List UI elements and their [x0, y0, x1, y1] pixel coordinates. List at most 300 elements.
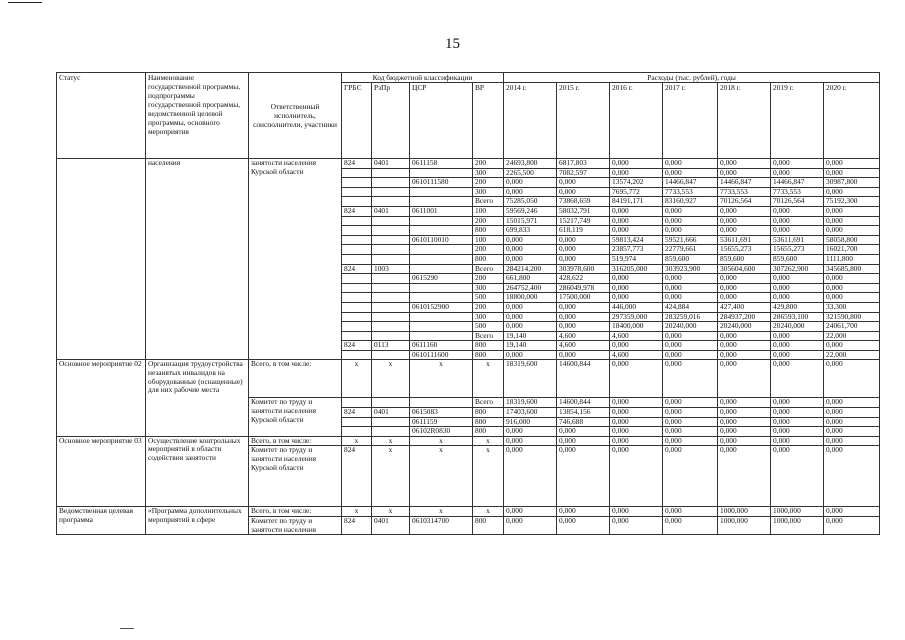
value-cell: 0,000	[663, 517, 718, 535]
rzpr-cell: 0401	[372, 159, 410, 169]
value-cell: 0,000	[610, 507, 663, 517]
name-cell: Организация трудоустройства незанятых инвалидов на оборудованные (оснащенные) для них рабочие места	[146, 360, 249, 436]
table-row	[57, 436, 880, 446]
value-cell: 0,000	[663, 226, 718, 236]
rzpr-cell: 1003	[372, 264, 410, 274]
value-cell: 0,000	[824, 360, 880, 398]
csr-cell	[410, 168, 473, 178]
csr-cell	[410, 254, 473, 264]
value-cell: 1000,000	[771, 517, 824, 535]
value-cell: 0,000	[610, 446, 663, 507]
vr-cell: 200	[473, 159, 504, 169]
csr-cell	[410, 187, 473, 197]
value-cell: 0,000	[610, 398, 663, 408]
value-cell: 0,000	[663, 398, 718, 408]
csr-cell	[410, 245, 473, 255]
value-cell: 0,000	[824, 216, 880, 226]
grbs-cell	[342, 293, 372, 303]
value-cell: 0,000	[718, 168, 771, 178]
value-cell: 0,000	[504, 436, 557, 446]
value-cell: 0,000	[557, 507, 610, 517]
value-cell: 0,000	[718, 408, 771, 418]
value-cell: 1000,000	[771, 507, 824, 517]
value-cell: 1000,000	[718, 517, 771, 535]
header-csr: ЦСР	[410, 83, 473, 159]
value-cell: 0,000	[718, 293, 771, 303]
value-cell: 13854,156	[557, 408, 610, 418]
value-cell: 286593,100	[771, 312, 824, 322]
value-cell: 0,000	[718, 341, 771, 351]
header-status: Статус	[57, 73, 146, 159]
value-cell: 859,600	[718, 254, 771, 264]
value-cell: 305604,600	[718, 264, 771, 274]
grbs-cell	[342, 322, 372, 332]
value-cell: 0,000	[610, 417, 663, 427]
value-cell: 0,000	[824, 436, 880, 446]
value-cell: 0,000	[824, 417, 880, 427]
value-cell: 7695,772	[610, 187, 663, 197]
value-cell: 0,000	[610, 168, 663, 178]
value-cell: 70126,564	[771, 197, 824, 207]
value-cell: 18800,000	[504, 293, 557, 303]
grbs-cell	[342, 245, 372, 255]
value-cell: 24061,700	[824, 322, 880, 332]
value-cell: 0,000	[718, 360, 771, 398]
vr-cell: 300	[473, 283, 504, 293]
value-cell: 0,000	[663, 360, 718, 398]
executor-cell: занятости населения Курской области	[249, 159, 342, 360]
value-cell: 0,000	[557, 427, 610, 437]
csr-cell: 0615290	[410, 274, 473, 284]
value-cell: 0,000	[557, 322, 610, 332]
value-cell: 15655,273	[771, 245, 824, 255]
executor-cell: Комитет по труду и занятости населения	[249, 517, 342, 535]
value-cell: 0,000	[504, 178, 557, 188]
executor-cell: Комитет по труду и занятости населения Курской области	[249, 446, 342, 507]
rzpr-cell: 0401	[372, 408, 410, 418]
value-cell: 0,000	[824, 206, 880, 216]
value-cell: 0,000	[557, 312, 610, 322]
vr-cell: 500	[473, 322, 504, 332]
vr-cell: 100	[473, 235, 504, 245]
value-cell: 0,000	[557, 350, 610, 360]
grbs-cell: x	[342, 436, 372, 446]
rzpr-cell	[372, 427, 410, 437]
value-cell: 0,000	[771, 436, 824, 446]
value-cell: 0,000	[718, 398, 771, 408]
value-cell: 30987,800	[824, 178, 880, 188]
value-cell: 0,000	[771, 226, 824, 236]
csr-cell	[410, 322, 473, 332]
grbs-cell	[342, 226, 372, 236]
value-cell: 0,000	[610, 517, 663, 535]
value-cell: 286049,978	[557, 283, 610, 293]
value-cell: 0,000	[663, 331, 718, 341]
header-name: Наименование государственной программы, подпрограммы государственной программы, ведомственной целевой программы, основного мероприятия	[146, 73, 249, 159]
rzpr-cell	[372, 331, 410, 341]
value-cell: 321590,800	[824, 312, 880, 322]
value-cell: 22,000	[824, 331, 880, 341]
grbs-cell	[342, 216, 372, 226]
value-cell: 0,000	[824, 168, 880, 178]
footer-mark	[120, 628, 134, 629]
value-cell: 1111,800	[824, 254, 880, 264]
value-cell: 0,000	[610, 427, 663, 437]
status-cell: Ведомственная целевая программа	[57, 507, 146, 535]
rzpr-cell	[372, 398, 410, 408]
value-cell: 0,000	[824, 187, 880, 197]
value-cell: 0,000	[557, 302, 610, 312]
rzpr-cell	[372, 254, 410, 264]
value-cell: 284214,200	[504, 264, 557, 274]
rzpr-cell	[372, 417, 410, 427]
grbs-cell	[342, 274, 372, 284]
value-cell: 427,400	[718, 302, 771, 312]
grbs-cell: 824	[342, 206, 372, 216]
value-cell: 0,000	[557, 446, 610, 507]
csr-cell: x	[410, 507, 473, 517]
vr-cell: x	[473, 360, 504, 398]
vr-cell: 800	[473, 350, 504, 360]
value-cell: 23857,773	[610, 245, 663, 255]
value-cell: 618,119	[557, 226, 610, 236]
value-cell: 0,000	[663, 168, 718, 178]
vr-cell: 500	[473, 293, 504, 303]
value-cell: 0,000	[557, 235, 610, 245]
value-cell: 0,000	[504, 322, 557, 332]
value-cell: 2265,500	[504, 168, 557, 178]
value-cell: 0,000	[663, 159, 718, 169]
value-cell: 0,000	[771, 417, 824, 427]
vr-cell: 200	[473, 245, 504, 255]
value-cell: 59813,424	[610, 235, 663, 245]
value-cell: 17500,000	[557, 293, 610, 303]
csr-cell: 06102R0830	[410, 427, 473, 437]
name-cell: населения	[146, 159, 249, 360]
grbs-cell	[342, 254, 372, 264]
grbs-cell: 824	[342, 446, 372, 507]
rzpr-cell	[372, 293, 410, 303]
value-cell: 20240,000	[663, 322, 718, 332]
grbs-cell	[342, 197, 372, 207]
value-cell: 297359,000	[610, 312, 663, 322]
grbs-cell: 824	[342, 264, 372, 274]
value-cell: 0,000	[771, 283, 824, 293]
value-cell: 746,688	[557, 417, 610, 427]
rzpr-cell	[372, 235, 410, 245]
rzpr-cell	[372, 178, 410, 188]
grbs-cell	[342, 235, 372, 245]
value-cell: 75285,050	[504, 197, 557, 207]
value-cell: 15217,749	[557, 216, 610, 226]
value-cell: 33,300	[824, 302, 880, 312]
value-cell: 0,000	[718, 417, 771, 427]
vr-cell: 300	[473, 168, 504, 178]
value-cell: 15655,273	[718, 245, 771, 255]
value-cell: 0,000	[557, 245, 610, 255]
csr-cell: 0610152900	[410, 302, 473, 312]
rzpr-cell	[372, 168, 410, 178]
value-cell: 429,800	[771, 302, 824, 312]
value-cell: 18319,600	[504, 360, 557, 398]
vr-cell: 800	[473, 254, 504, 264]
csr-cell	[410, 283, 473, 293]
value-cell: 0,000	[824, 226, 880, 236]
value-cell: 0,000	[504, 245, 557, 255]
rzpr-cell: 0401	[372, 206, 410, 216]
value-cell: 0,000	[663, 350, 718, 360]
value-cell: 0,000	[504, 302, 557, 312]
header-rzpr: РзПр	[372, 83, 410, 159]
grbs-cell: 824	[342, 159, 372, 169]
vr-cell: Всего	[473, 197, 504, 207]
value-cell: 916,000	[504, 417, 557, 427]
value-cell: 303923,900	[663, 264, 718, 274]
header-budget-code: Код бюджетной классификации	[342, 73, 504, 83]
csr-cell	[410, 216, 473, 226]
csr-cell	[410, 197, 473, 207]
value-cell: 699,833	[504, 226, 557, 236]
vr-cell: Всего	[473, 264, 504, 274]
value-cell: 0,000	[824, 427, 880, 437]
rzpr-cell	[372, 350, 410, 360]
vr-cell: 800	[473, 226, 504, 236]
value-cell: 53611,691	[718, 235, 771, 245]
csr-cell: x	[410, 446, 473, 507]
value-cell: 14466,847	[718, 178, 771, 188]
vr-cell: x	[473, 436, 504, 446]
rzpr-cell	[372, 274, 410, 284]
csr-cell: 0611159	[410, 417, 473, 427]
vr-cell: 800	[473, 427, 504, 437]
grbs-cell	[342, 350, 372, 360]
value-cell: 0,000	[718, 436, 771, 446]
page-number: 15	[445, 36, 460, 52]
value-cell: 0,000	[771, 274, 824, 284]
vr-cell: 200	[473, 178, 504, 188]
grbs-cell: x	[342, 360, 372, 398]
header-year: 2014 г.	[504, 83, 557, 159]
value-cell: 519,974	[610, 254, 663, 264]
csr-cell	[410, 226, 473, 236]
rzpr-cell	[372, 226, 410, 236]
value-cell: 0,000	[557, 187, 610, 197]
grbs-cell: 824	[342, 517, 372, 535]
value-cell: 264752,400	[504, 283, 557, 293]
header-year: 2020 г.	[824, 83, 880, 159]
value-cell: 0,000	[557, 254, 610, 264]
header-expenses: Расходы (тыс. рублей), годы	[504, 73, 880, 83]
csr-cell	[410, 398, 473, 408]
vr-cell: x	[473, 507, 504, 517]
rzpr-cell	[372, 322, 410, 332]
value-cell: 0,000	[771, 427, 824, 437]
csr-cell	[410, 331, 473, 341]
csr-cell: 0610314700	[410, 517, 473, 535]
value-cell: 0,000	[718, 331, 771, 341]
value-cell: 6817,803	[557, 159, 610, 169]
csr-cell: 0611160	[410, 341, 473, 351]
value-cell: 0,000	[718, 159, 771, 169]
value-cell: 0,000	[663, 274, 718, 284]
rzpr-cell	[372, 197, 410, 207]
value-cell: 428,622	[557, 274, 610, 284]
grbs-cell	[342, 178, 372, 188]
table-row	[57, 360, 880, 398]
value-cell: 0,000	[824, 517, 880, 535]
value-cell: 18400,000	[610, 322, 663, 332]
value-cell: 53611,691	[771, 235, 824, 245]
value-cell: 0,000	[504, 254, 557, 264]
grbs-cell	[342, 417, 372, 427]
csr-cell: 0610111580	[410, 178, 473, 188]
value-cell: 0,000	[824, 398, 880, 408]
rzpr-cell: x	[372, 446, 410, 507]
value-cell: 0,000	[504, 350, 557, 360]
csr-cell: 0610110010	[410, 235, 473, 245]
value-cell: 83160,927	[663, 197, 718, 207]
value-cell: 0,000	[610, 360, 663, 398]
status-cell: Основное мероприятие 03	[57, 436, 146, 507]
value-cell: 0,000	[771, 206, 824, 216]
rzpr-cell	[372, 283, 410, 293]
value-cell: 0,000	[610, 436, 663, 446]
value-cell: 0,000	[718, 274, 771, 284]
value-cell: 0,000	[718, 427, 771, 437]
value-cell: 0,000	[663, 446, 718, 507]
value-cell: 316205,000	[610, 264, 663, 274]
value-cell: 16021,700	[824, 245, 880, 255]
value-cell: 14466,847	[771, 178, 824, 188]
value-cell: 0,000	[663, 293, 718, 303]
value-cell: 0,000	[771, 446, 824, 507]
value-cell: 0,000	[610, 283, 663, 293]
grbs-cell: 824	[342, 408, 372, 418]
rzpr-cell: x	[372, 436, 410, 446]
status-cell	[57, 159, 146, 360]
value-cell: 0,000	[663, 417, 718, 427]
total-label-cell: Всего, в том числе:	[249, 436, 342, 446]
rzpr-cell	[372, 302, 410, 312]
value-cell: 446,000	[610, 302, 663, 312]
rzpr-cell	[372, 216, 410, 226]
header-vr: ВР	[473, 83, 504, 159]
value-cell: 0,000	[771, 216, 824, 226]
budget-table	[56, 72, 880, 535]
vr-cell: 800	[473, 341, 504, 351]
value-cell: 0,000	[557, 517, 610, 535]
value-cell: 19,140	[504, 331, 557, 341]
grbs-cell	[342, 302, 372, 312]
value-cell: 0,000	[718, 350, 771, 360]
value-cell: 22,000	[824, 350, 880, 360]
value-cell: 345685,800	[824, 264, 880, 274]
value-cell: 0,000	[504, 427, 557, 437]
value-cell: 15015,971	[504, 216, 557, 226]
value-cell: 13574,202	[610, 178, 663, 188]
value-cell: 0,000	[557, 178, 610, 188]
value-cell: 283259,016	[663, 312, 718, 322]
value-cell: 75192,300	[824, 197, 880, 207]
value-cell: 0,000	[824, 159, 880, 169]
rzpr-cell: x	[372, 360, 410, 398]
csr-cell	[410, 312, 473, 322]
grbs-cell	[342, 312, 372, 322]
rzpr-cell	[372, 187, 410, 197]
value-cell: 58058,800	[824, 235, 880, 245]
value-cell: 0,000	[504, 507, 557, 517]
value-cell: 70126,564	[718, 197, 771, 207]
header-year: 2016 г.	[610, 83, 663, 159]
value-cell: 0,000	[824, 341, 880, 351]
executor-cell: Комитет по труду и занятости населения Курской области	[249, 398, 342, 436]
value-cell: 0,000	[718, 226, 771, 236]
value-cell: 0,000	[718, 206, 771, 216]
value-cell: 0,000	[610, 274, 663, 284]
value-cell: 0,000	[771, 159, 824, 169]
vr-cell: 200	[473, 216, 504, 226]
value-cell: 0,000	[718, 216, 771, 226]
value-cell: 59521,666	[663, 235, 718, 245]
value-cell: 14600,844	[557, 398, 610, 408]
value-cell: 0,000	[771, 331, 824, 341]
csr-cell: x	[410, 360, 473, 398]
value-cell: 20240,000	[718, 322, 771, 332]
value-cell: 424,884	[663, 302, 718, 312]
value-cell: 24693,800	[504, 159, 557, 169]
value-cell: 0,000	[771, 398, 824, 408]
value-cell: 0,000	[718, 283, 771, 293]
value-cell: 4,600	[610, 331, 663, 341]
value-cell: 17403,600	[504, 408, 557, 418]
value-cell: 1000,000	[718, 507, 771, 517]
grbs-cell: x	[342, 507, 372, 517]
vr-cell: x	[473, 446, 504, 507]
grbs-cell	[342, 283, 372, 293]
grbs-cell	[342, 427, 372, 437]
value-cell: 20240,000	[771, 322, 824, 332]
vr-cell: 300	[473, 187, 504, 197]
rzpr-cell	[372, 245, 410, 255]
value-cell: 14600,844	[557, 360, 610, 398]
value-cell: 84191,171	[610, 197, 663, 207]
rzpr-cell: 0401	[372, 517, 410, 535]
vr-cell: 100	[473, 206, 504, 216]
value-cell: 59569,246	[504, 206, 557, 216]
value-cell: 58032,791	[557, 206, 610, 216]
value-cell: 0,000	[504, 187, 557, 197]
status-cell: Основное мероприятие 02	[57, 360, 146, 436]
value-cell: 0,000	[771, 293, 824, 303]
value-cell: 0,000	[771, 168, 824, 178]
value-cell: 0,000	[610, 226, 663, 236]
value-cell: 4,600	[557, 341, 610, 351]
header-grbs: ГРБС	[342, 83, 372, 159]
value-cell: 0,000	[610, 216, 663, 226]
value-cell: 7733,553	[663, 187, 718, 197]
value-cell: 0,000	[663, 427, 718, 437]
top-rule	[8, 2, 42, 3]
vr-cell: 800	[473, 408, 504, 418]
value-cell: 0,000	[504, 446, 557, 507]
value-cell: 73868,659	[557, 197, 610, 207]
value-cell: 18319,600	[504, 398, 557, 408]
value-cell: 284937,200	[718, 312, 771, 322]
header-year: 2018 г.	[718, 83, 771, 159]
vr-cell: 800	[473, 517, 504, 535]
vr-cell: 200	[473, 302, 504, 312]
table-row	[57, 159, 880, 169]
